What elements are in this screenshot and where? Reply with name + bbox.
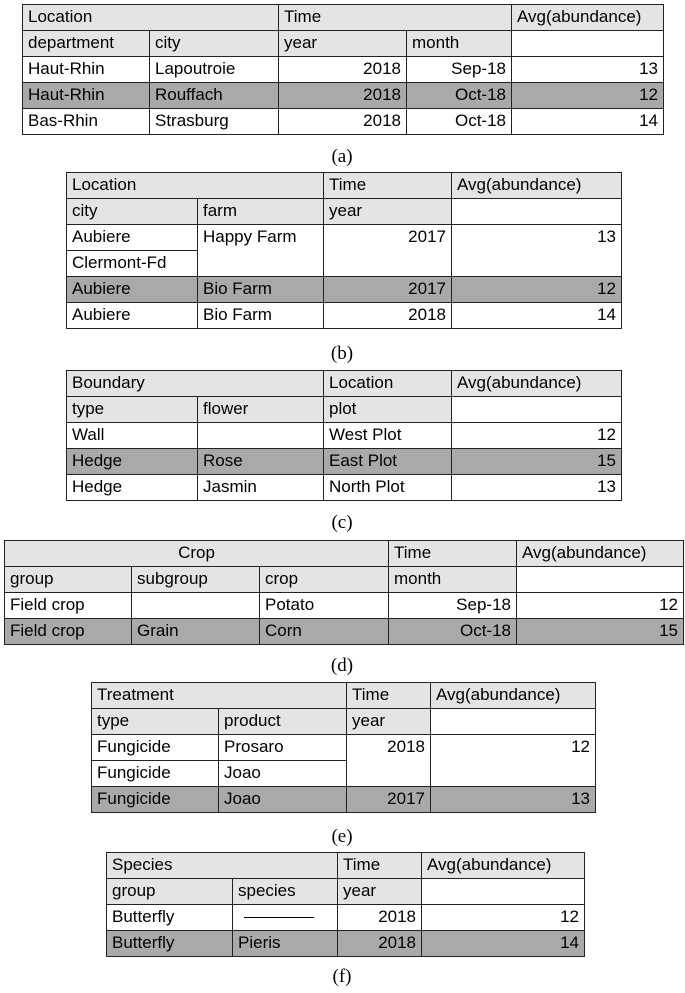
- cell: Joao: [219, 787, 347, 813]
- cell: East Plot: [324, 449, 452, 475]
- column-header: group: [5, 567, 132, 593]
- cell: Fungicide: [92, 735, 219, 761]
- cell: Field crop: [5, 593, 132, 619]
- cell: 15: [452, 449, 622, 475]
- cell: 13: [431, 787, 596, 813]
- measure-header: Avg(abundance): [452, 173, 622, 199]
- blank-header-cell: [517, 567, 684, 593]
- dash-line: [244, 917, 314, 918]
- group-header-time: Time: [389, 541, 517, 567]
- cell: 13: [452, 475, 622, 501]
- cell: 12: [431, 735, 596, 787]
- cell: Rose: [198, 449, 324, 475]
- empty-cell: [132, 593, 260, 619]
- cell: 14: [512, 109, 664, 135]
- cell: North Plot: [324, 475, 452, 501]
- cell: Field crop: [5, 619, 132, 645]
- cell: Oct-18: [407, 109, 512, 135]
- column-header: farm: [198, 199, 324, 225]
- cell: Haut-Rhin: [23, 57, 150, 83]
- group-header-location: Location: [23, 5, 279, 31]
- blank-header-cell: [431, 709, 596, 735]
- caption-c: (c): [331, 512, 353, 533]
- cell: 2018: [279, 57, 407, 83]
- cell: Butterfly: [107, 931, 233, 957]
- cell: Aubiere: [67, 277, 198, 303]
- table-f: [106, 852, 585, 957]
- cell: 2018: [279, 83, 407, 109]
- cell: Lapoutroie: [150, 57, 279, 83]
- cell: 2018: [279, 109, 407, 135]
- group-header-time: Time: [338, 853, 422, 879]
- group-header-treatment: Treatment: [92, 683, 347, 709]
- blank-header-cell: [452, 397, 622, 423]
- group-header-time: Time: [347, 683, 431, 709]
- cell: 15: [517, 619, 684, 645]
- dash-cell: [233, 905, 338, 931]
- measure-header: Avg(abundance): [512, 5, 664, 31]
- cell: 2017: [347, 787, 431, 813]
- cell: 2018: [338, 905, 422, 931]
- cell: 12: [452, 423, 622, 449]
- caption-f: (f): [332, 966, 352, 987]
- column-header: crop: [260, 567, 389, 593]
- cell: Aubiere: [67, 303, 198, 329]
- caption-d: (d): [330, 655, 354, 676]
- column-header: year: [279, 31, 407, 57]
- measure-header: Avg(abundance): [452, 371, 622, 397]
- cell: 14: [452, 303, 622, 329]
- cell: Happy Farm: [198, 225, 324, 277]
- table-e: [91, 682, 596, 813]
- group-header-species: Species: [107, 853, 338, 879]
- group-header-boundary: Boundary: [67, 371, 324, 397]
- cell: Hedge: [67, 475, 198, 501]
- column-header: department: [23, 31, 150, 57]
- cell: Strasburg: [150, 109, 279, 135]
- cell: 2017: [324, 277, 452, 303]
- cell: West Plot: [324, 423, 452, 449]
- cell: 14: [422, 931, 585, 957]
- cell: Sep-18: [407, 57, 512, 83]
- cell: 12: [512, 83, 664, 109]
- table-row: [23, 57, 664, 83]
- cell: Sep-18: [389, 593, 517, 619]
- column-header: year: [347, 709, 431, 735]
- column-header: month: [407, 31, 512, 57]
- cell: Rouffach: [150, 83, 279, 109]
- measure-header: Avg(abundance): [517, 541, 684, 567]
- cell: Oct-18: [389, 619, 517, 645]
- column-header: city: [150, 31, 279, 57]
- column-header: type: [92, 709, 219, 735]
- table-c-block: [66, 370, 622, 501]
- blank-header-cell: [512, 31, 664, 57]
- group-header-crop: Crop: [5, 541, 389, 567]
- cell: Bas-Rhin: [23, 109, 150, 135]
- table-row-highlighted: [67, 277, 622, 303]
- table-a-block: [22, 4, 664, 135]
- cell: Hedge: [67, 449, 198, 475]
- cell: Oct-18: [407, 83, 512, 109]
- cell: 2018: [347, 735, 431, 787]
- cell: Jasmin: [198, 475, 324, 501]
- table-row: [23, 109, 664, 135]
- column-header: city: [67, 199, 198, 225]
- cell: Clermont-Fd: [67, 251, 198, 277]
- cell: Aubiere: [67, 225, 198, 251]
- empty-cell: [198, 423, 324, 449]
- cell: 2017: [324, 225, 452, 277]
- table-row: [67, 423, 622, 449]
- table-d: [4, 540, 684, 645]
- cell: Bio Farm: [198, 277, 324, 303]
- table-row-highlighted: [5, 619, 684, 645]
- table-b: [66, 172, 622, 329]
- cell: 12: [422, 905, 585, 931]
- caption-e: (e): [331, 826, 353, 847]
- table-row-highlighted: [92, 787, 596, 813]
- column-header: subgroup: [132, 567, 260, 593]
- table-row-highlighted: [67, 449, 622, 475]
- column-header: plot: [324, 397, 452, 423]
- table-e-block: [91, 682, 596, 813]
- table-row: [92, 735, 596, 761]
- cell: 13: [512, 57, 664, 83]
- cell: 13: [452, 225, 622, 277]
- table-row: [67, 475, 622, 501]
- cell: Haut-Rhin: [23, 83, 150, 109]
- table-row-highlighted: [23, 83, 664, 109]
- cell: Potato: [260, 593, 389, 619]
- caption-a: (a): [331, 146, 353, 167]
- cell: Fungicide: [92, 787, 219, 813]
- column-header: month: [389, 567, 517, 593]
- column-header: group: [107, 879, 233, 905]
- cell: Wall: [67, 423, 198, 449]
- column-header: year: [324, 199, 452, 225]
- table-b-block: [66, 172, 622, 329]
- measure-header: Avg(abundance): [422, 853, 585, 879]
- cell: 2018: [338, 931, 422, 957]
- cell: Bio Farm: [198, 303, 324, 329]
- column-header: year: [338, 879, 422, 905]
- blank-header-cell: [422, 879, 585, 905]
- cell: Fungicide: [92, 761, 219, 787]
- group-header-time: Time: [324, 173, 452, 199]
- table-row: [107, 905, 585, 931]
- table-row: [5, 593, 684, 619]
- table-f-block: [106, 852, 585, 957]
- cell: Pieris: [233, 931, 338, 957]
- cell: Grain: [132, 619, 260, 645]
- cell: 12: [517, 593, 684, 619]
- cell: 12: [452, 277, 622, 303]
- table-d-block: [4, 540, 684, 645]
- group-header-location: Location: [324, 371, 452, 397]
- blank-header-cell: [452, 199, 622, 225]
- group-header-location: Location: [67, 173, 324, 199]
- cell: Corn: [260, 619, 389, 645]
- cell: Joao: [219, 761, 347, 787]
- group-header-time: Time: [279, 5, 512, 31]
- caption-b: (b): [330, 343, 354, 364]
- table-a: [22, 4, 664, 135]
- cell: 2018: [324, 303, 452, 329]
- table-c: [66, 370, 622, 501]
- column-header: species: [233, 879, 338, 905]
- cell: Prosaro: [219, 735, 347, 761]
- table-row: [67, 303, 622, 329]
- column-header: product: [219, 709, 347, 735]
- table-row-highlighted: [107, 931, 585, 957]
- column-header: flower: [198, 397, 324, 423]
- table-row: [67, 225, 622, 251]
- column-header: type: [67, 397, 198, 423]
- measure-header: Avg(abundance): [431, 683, 596, 709]
- cell: Butterfly: [107, 905, 233, 931]
